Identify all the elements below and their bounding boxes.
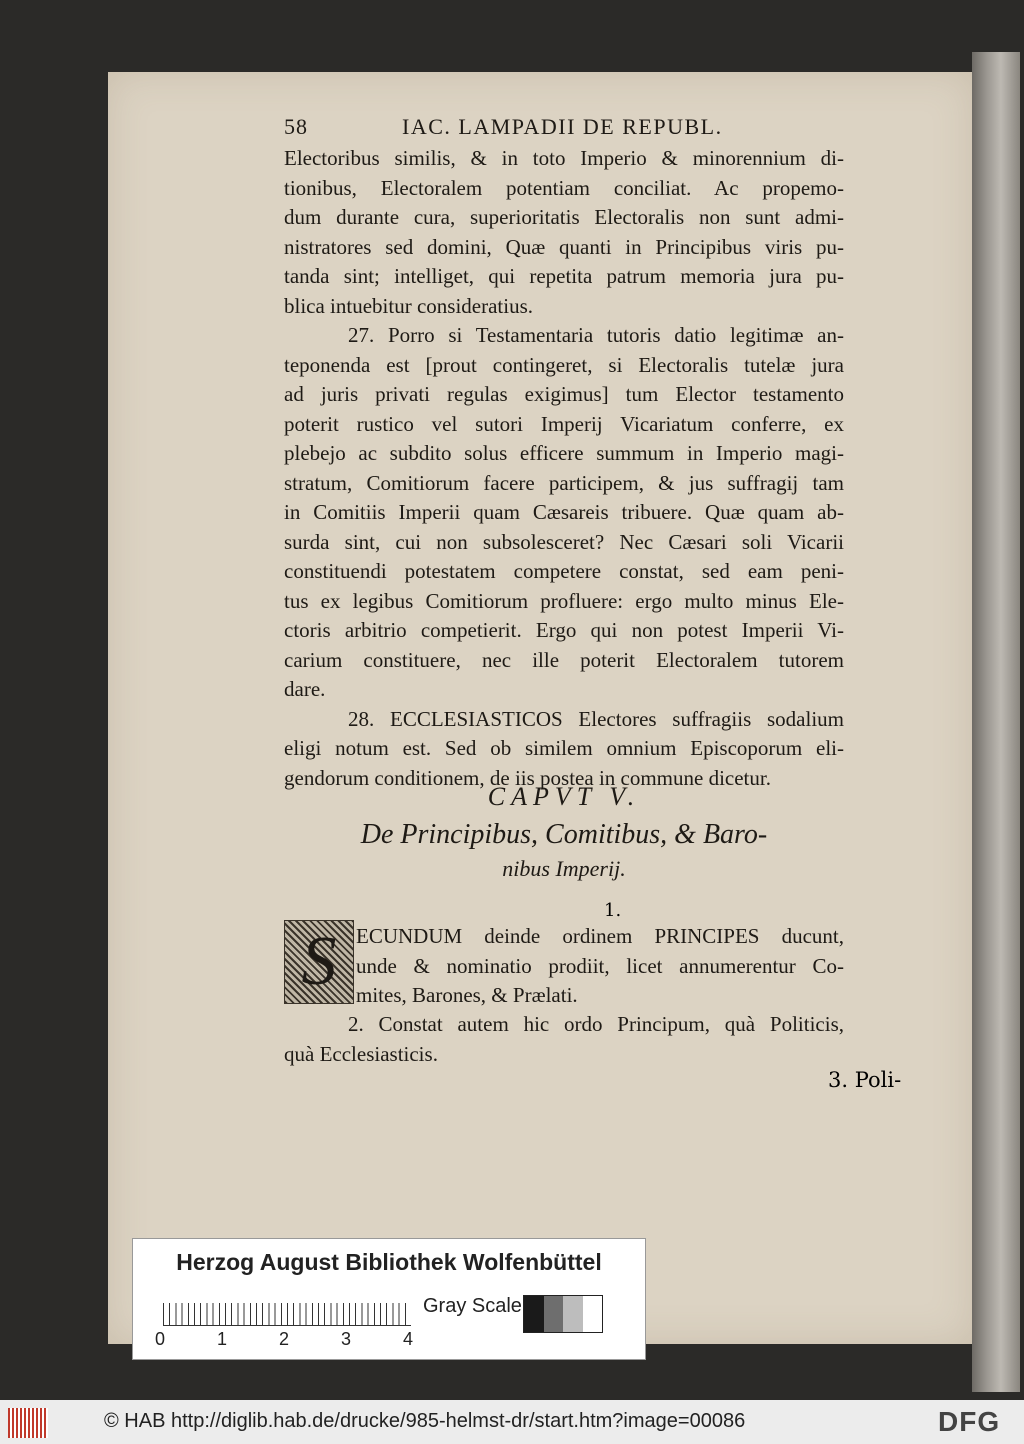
text-line: 28. ECCLESIASTICOS Electores suffragiis sodalium	[348, 706, 844, 731]
running-title: IAC. LAMPADII DE REPUBL.	[402, 114, 723, 139]
gray-patch	[524, 1296, 544, 1332]
page-number: 58	[284, 114, 308, 139]
gray-patch	[544, 1296, 564, 1332]
hab-logo-icon	[8, 1408, 48, 1438]
section-number: 1.	[604, 900, 622, 921]
text-line: tionibus, Electoralem potentiam conciliat. Ac propemo-	[284, 175, 844, 200]
color-scale-card	[132, 1238, 646, 1360]
text-line: constituendi potestatem competere constat, sed eam peni-	[284, 559, 844, 583]
text-line: nistratores sed domini, Quæ quanti in Principibus viris pu-	[284, 234, 844, 259]
ruler-number: 3	[341, 1329, 352, 1349]
section2-text	[284, 1010, 844, 1069]
text-line: blica intuebitur consideratius.	[284, 293, 534, 318]
book-edge	[972, 52, 1020, 1392]
text-line: tus ex legibus Comitiorum profluere: ergo multo minus Ele-	[284, 588, 844, 613]
chapter-title-line1: De Principibus, Comitibus, & Baro-	[360, 819, 768, 850]
text-line: eligi notum est. Sed ob similem omnium Episcoporum eli-	[284, 736, 844, 760]
text-line: unde & nominatio prodiit, licet annumerentur Co-	[356, 953, 844, 978]
text-line: Electoribus similis, & in toto Imperio & minorennium di-	[284, 146, 844, 170]
gray-patch	[583, 1296, 603, 1332]
decorated-initial	[284, 920, 354, 1004]
body-text	[284, 144, 844, 793]
ruler-number: 2	[279, 1329, 290, 1349]
text-line: surda sint, cui non subsolesceret? Nec Cæsari soli Vicarii	[284, 529, 844, 554]
footer-bar	[0, 1400, 1024, 1444]
text-line: poterit rustico vel sutori Imperij Vicariatum conferre, ex	[284, 411, 844, 436]
text-line: stratum, Comitiorum facere participem, & jus suffragij tam	[284, 470, 844, 495]
dfg-logo: DFG	[938, 1406, 1001, 1437]
text-line: ctoris arbitrio competierit. Ergo qui non potest Imperii Vi-	[284, 618, 844, 642]
text-line: gendorum conditionem, de iis postea in commune dicetur.	[284, 765, 771, 790]
ruler-number: 4	[403, 1329, 414, 1349]
gray-patch	[563, 1296, 583, 1332]
text-line: teponenda est [prout contingeret, si Electoralis tutelæ jura	[284, 352, 844, 377]
catchword: 3. Poli-	[828, 1068, 902, 1092]
text-line: dum durante cura, superioritatis Electoralis non sunt admi-	[284, 205, 844, 229]
chapter-heading	[284, 782, 844, 884]
text-line: tanda sint; intelliget, qui repetita patrum memoria jura pu-	[284, 264, 844, 288]
gray-scale-label: Gray Scale	[423, 1295, 522, 1317]
initial-letter: S	[301, 923, 337, 1000]
text-line: in Comitiis Imperii quam Cæsareis tribuere. Quæ quam ab-	[284, 500, 844, 524]
gray-scale-swatch	[523, 1295, 603, 1333]
ruler-scale	[163, 1295, 411, 1326]
text-line: carium constituere, nec ille poterit Electoralem tutorem	[284, 647, 844, 672]
text-line: 27. Porro si Testamentaria tutoris datio legitimæ an-	[348, 323, 844, 347]
chapter-number: CAPVT V.	[487, 782, 641, 811]
text-line: ad juris privati regulas exigimus] tum Elector testamento	[284, 382, 844, 406]
text-line: dare.	[284, 677, 326, 701]
footer-url-text: © HAB http://diglib.hab.de/drucke/985-helmst-dr/start.htm?image=00086	[104, 1410, 746, 1432]
text-line: ECUNDUM deinde ordinem PRINCIPES ducunt,	[356, 924, 844, 948]
text-line: plebejo ac subdito solus efficere summum in Imperio magi-	[284, 441, 844, 465]
book-page	[108, 72, 972, 1344]
text-line: mites, Barones, & Prælati.	[356, 983, 578, 1007]
ruler-number: 0	[155, 1329, 166, 1349]
text-line: quà Ecclesiasticis.	[284, 1041, 438, 1066]
ruler-number: 1	[217, 1329, 228, 1349]
section1-text	[356, 922, 844, 1011]
library-name: Herzog August Bibliothek Wolfenbüttel	[176, 1249, 602, 1275]
chapter-title-line2: nibus Imperij.	[502, 856, 626, 881]
text-line: 2. Constat autem hic ordo Principum, quà Politicis,	[348, 1012, 844, 1036]
